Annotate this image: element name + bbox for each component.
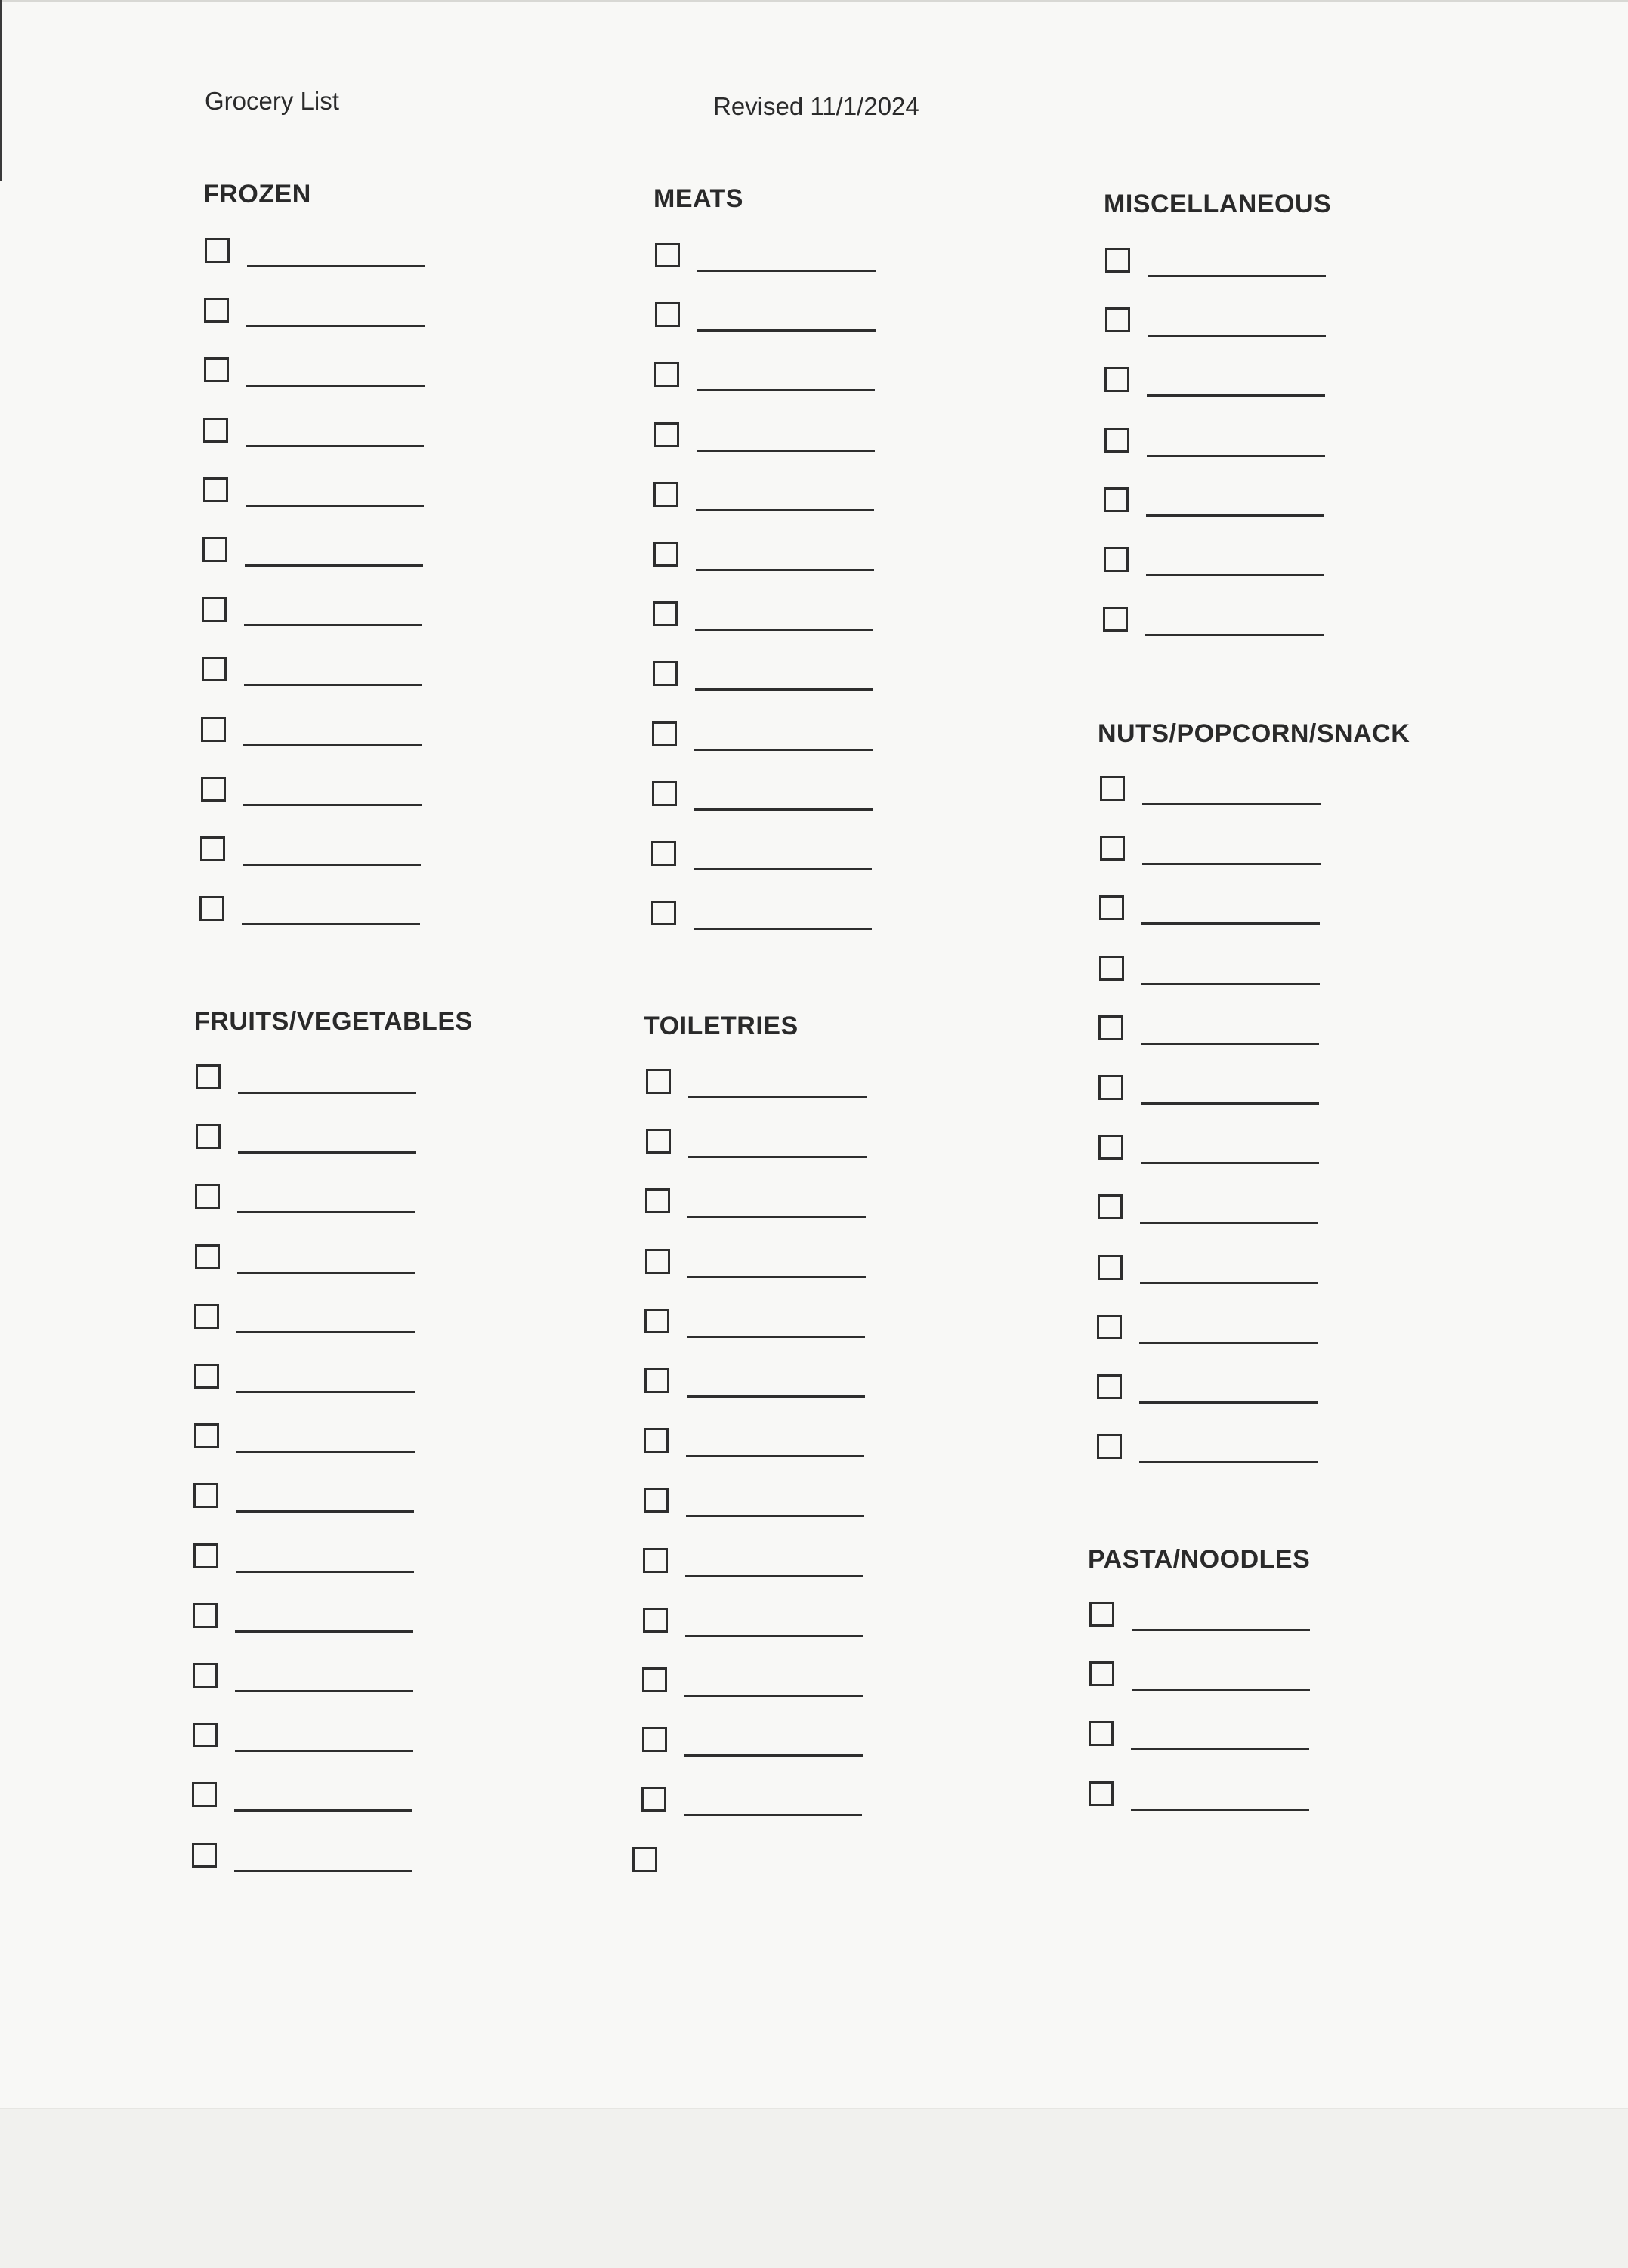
checkbox[interactable] xyxy=(199,896,224,921)
checklist-item-frozen xyxy=(204,357,408,391)
paper-bottom-edge xyxy=(0,2108,1628,2268)
checkbox[interactable] xyxy=(651,901,676,925)
checklist-item-frozen xyxy=(200,836,404,870)
checklist-item-meats xyxy=(653,482,857,515)
write-in-line[interactable] xyxy=(687,1336,865,1338)
checkbox[interactable] xyxy=(196,1064,221,1089)
write-in-line[interactable] xyxy=(246,325,425,327)
write-in-line[interactable] xyxy=(234,1870,412,1872)
section-title-toiletries: TOILETRIES xyxy=(644,1012,799,1040)
write-in-line[interactable] xyxy=(1141,1102,1319,1105)
write-in-line[interactable] xyxy=(1142,863,1321,865)
checkbox[interactable] xyxy=(1099,895,1124,920)
write-in-line[interactable] xyxy=(234,1809,412,1812)
write-in-line[interactable] xyxy=(243,804,422,806)
checklist-item-fruits-vegetables xyxy=(193,1483,397,1516)
checkbox[interactable] xyxy=(204,298,229,323)
section-title-meats: MEATS xyxy=(653,184,743,213)
write-in-line[interactable] xyxy=(685,1635,863,1637)
checkbox[interactable] xyxy=(646,1129,671,1154)
checkbox[interactable] xyxy=(195,1244,220,1269)
checkbox[interactable] xyxy=(203,418,228,443)
checkbox[interactable] xyxy=(1103,607,1128,632)
checkbox[interactable] xyxy=(1098,1255,1123,1280)
checklist-item-toiletries xyxy=(644,1309,848,1342)
checkbox[interactable] xyxy=(193,1483,218,1508)
checkbox[interactable] xyxy=(1105,307,1130,332)
checklist-item-nuts-popcorn-snack xyxy=(1097,1315,1301,1348)
write-in-line[interactable] xyxy=(242,923,420,925)
checkbox[interactable] xyxy=(1100,776,1125,801)
write-in-line[interactable] xyxy=(236,1331,415,1333)
scan-edge-left xyxy=(0,0,2,181)
checklist-item-meats xyxy=(651,841,855,874)
checkbox[interactable] xyxy=(644,1368,669,1393)
checkbox[interactable] xyxy=(652,781,677,806)
checkbox[interactable] xyxy=(195,1184,220,1209)
write-in-line[interactable] xyxy=(244,624,422,626)
checklist-item-meats xyxy=(655,302,859,335)
write-in-line[interactable] xyxy=(236,1451,415,1453)
checklist-item-frozen xyxy=(202,597,406,630)
checklist-item-frozen xyxy=(202,657,406,690)
checkbox[interactable] xyxy=(1099,956,1124,981)
checklist-item-meats xyxy=(652,721,856,755)
checklist-item-frozen xyxy=(205,238,409,271)
checklist-item-meats xyxy=(652,781,856,814)
checkbox[interactable] xyxy=(1097,1374,1122,1399)
write-in-line[interactable] xyxy=(1132,1689,1310,1691)
checklist-item-toiletries xyxy=(641,1787,845,1820)
checkbox[interactable] xyxy=(1098,1015,1123,1040)
checklist-item-miscellaneous xyxy=(1104,428,1308,461)
checklist-item-toiletries xyxy=(645,1249,849,1282)
checkbox[interactable] xyxy=(201,717,226,742)
checklist-item-fruits-vegetables xyxy=(193,1723,397,1756)
checklist-item-frozen xyxy=(203,418,407,451)
checklist-item-fruits-vegetables xyxy=(192,1782,396,1815)
checklist-item-toiletries xyxy=(644,1368,848,1401)
write-in-line[interactable] xyxy=(695,688,873,691)
write-in-line[interactable] xyxy=(1140,1282,1318,1284)
checklist-item-miscellaneous xyxy=(1103,607,1307,640)
checklist-item-nuts-popcorn-snack xyxy=(1098,1194,1302,1228)
section-title-pasta-noodles: PASTA/NOODLES xyxy=(1088,1545,1311,1574)
checklist-item-toiletries xyxy=(643,1608,847,1641)
checkbox[interactable] xyxy=(1104,367,1129,392)
checklist-item-frozen xyxy=(201,717,405,750)
checkbox[interactable] xyxy=(643,1548,668,1573)
write-in-line[interactable] xyxy=(1148,335,1326,337)
write-in-line[interactable] xyxy=(1139,1401,1318,1404)
checklist-item-miscellaneous xyxy=(1104,367,1308,400)
checklist-item-nuts-popcorn-snack xyxy=(1099,956,1303,989)
write-in-line[interactable] xyxy=(684,1814,862,1816)
checkbox[interactable] xyxy=(1100,836,1125,861)
checkbox[interactable] xyxy=(1104,428,1129,453)
checkbox[interactable] xyxy=(653,601,678,626)
write-in-line[interactable] xyxy=(687,1395,865,1398)
write-in-line[interactable] xyxy=(694,868,872,870)
checkbox[interactable] xyxy=(643,1608,668,1633)
scan-edge-top xyxy=(0,0,1628,2)
write-in-line[interactable] xyxy=(1141,983,1320,985)
checkbox[interactable] xyxy=(642,1727,667,1752)
checklist-item-nuts-popcorn-snack xyxy=(1098,1255,1302,1288)
checkbox[interactable] xyxy=(1098,1075,1123,1100)
write-in-line[interactable] xyxy=(688,1096,867,1098)
checklist-item-frozen xyxy=(201,777,405,810)
revision-date: Revised 11/1/2024 xyxy=(713,92,919,120)
checklist-item-nuts-popcorn-snack xyxy=(1099,895,1303,929)
checkbox[interactable] xyxy=(1089,1602,1114,1627)
checkbox[interactable] xyxy=(641,1787,666,1812)
checkbox[interactable] xyxy=(653,542,678,567)
write-in-line[interactable] xyxy=(1146,574,1324,576)
checklist-item-fruits-vegetables xyxy=(195,1244,399,1278)
write-in-line[interactable] xyxy=(238,1092,416,1094)
checklist-item-fruits-vegetables xyxy=(193,1543,397,1577)
checkbox[interactable] xyxy=(642,1667,667,1692)
checkbox[interactable] xyxy=(192,1843,217,1868)
write-in-line[interactable] xyxy=(686,1515,864,1517)
checklist-item-frozen xyxy=(202,537,406,570)
checkbox[interactable] xyxy=(645,1249,670,1274)
checklist-item-toiletries-blank xyxy=(632,1847,836,1880)
checkbox[interactable] xyxy=(653,482,678,507)
checklist-item-toiletries xyxy=(642,1667,846,1701)
checkbox[interactable] xyxy=(201,777,226,802)
checkbox[interactable] xyxy=(1104,487,1129,512)
write-in-line[interactable] xyxy=(687,1216,866,1218)
checkbox[interactable] xyxy=(194,1304,219,1329)
checklist-item-toiletries xyxy=(645,1188,849,1222)
write-in-line[interactable] xyxy=(694,749,873,751)
checklist-item-frozen xyxy=(199,896,403,929)
checklist-item-fruits-vegetables xyxy=(193,1663,397,1696)
checkbox[interactable] xyxy=(645,1188,670,1213)
checkbox[interactable] xyxy=(1089,1721,1114,1746)
checkbox[interactable] xyxy=(193,1543,218,1568)
checkbox[interactable] xyxy=(205,238,230,263)
checklist-item-nuts-popcorn-snack xyxy=(1098,1135,1302,1168)
write-in-line[interactable] xyxy=(694,928,872,930)
write-in-line[interactable] xyxy=(246,445,424,447)
write-in-line[interactable] xyxy=(236,1391,415,1393)
checklist-item-meats xyxy=(653,661,857,694)
checklist-item-fruits-vegetables xyxy=(193,1603,397,1636)
write-in-line[interactable] xyxy=(237,1211,415,1213)
write-in-line[interactable] xyxy=(245,564,423,567)
checklist-item-fruits-vegetables xyxy=(194,1364,398,1397)
write-in-line[interactable] xyxy=(246,505,424,507)
write-in-line[interactable] xyxy=(697,329,876,332)
checklist-item-fruits-vegetables xyxy=(194,1423,398,1457)
checkbox[interactable] xyxy=(203,477,228,502)
checklist-item-meats xyxy=(653,601,857,635)
checkbox[interactable] xyxy=(1089,1661,1114,1686)
checkbox[interactable] xyxy=(196,1124,221,1149)
checkbox[interactable] xyxy=(202,657,227,681)
document-title: Grocery List xyxy=(205,87,339,115)
checklist-item-miscellaneous xyxy=(1104,487,1308,521)
section-title-fruits-vegetables: FRUITS/VEGETABLES xyxy=(194,1007,473,1036)
checklist-item-pasta-noodles xyxy=(1089,1781,1293,1815)
write-in-line[interactable] xyxy=(235,1630,413,1633)
write-in-line[interactable] xyxy=(688,1156,867,1158)
checkbox[interactable] xyxy=(1104,547,1129,572)
checklist-item-pasta-noodles xyxy=(1089,1721,1293,1754)
checkbox[interactable] xyxy=(651,841,676,866)
checkbox[interactable] xyxy=(1089,1781,1114,1806)
checklist-item-meats xyxy=(653,542,857,575)
checkbox[interactable] xyxy=(654,422,679,447)
checkbox[interactable] xyxy=(202,537,227,562)
checkbox[interactable] xyxy=(1098,1135,1123,1160)
checklist-item-meats xyxy=(654,422,858,456)
write-in-line[interactable] xyxy=(694,808,873,811)
checklist-item-meats xyxy=(655,243,859,276)
checkbox[interactable] xyxy=(644,1428,669,1453)
checklist-item-pasta-noodles xyxy=(1089,1602,1293,1635)
write-in-line[interactable] xyxy=(244,684,422,686)
write-in-line[interactable] xyxy=(1142,803,1321,805)
write-in-line[interactable] xyxy=(1147,394,1325,397)
checkbox[interactable] xyxy=(652,721,677,746)
write-in-line[interactable] xyxy=(684,1754,863,1757)
section-title-miscellaneous: MISCELLANEOUS xyxy=(1104,190,1332,218)
checkbox[interactable] xyxy=(202,597,227,622)
write-in-line[interactable] xyxy=(238,1151,416,1154)
checklist-item-fruits-vegetables xyxy=(195,1184,399,1217)
write-in-line[interactable] xyxy=(1140,1222,1318,1224)
section-title-nuts-popcorn-snack: NUTS/POPCORN/SNACK xyxy=(1098,719,1410,748)
checklist-item-nuts-popcorn-snack xyxy=(1100,836,1304,869)
checklist-item-miscellaneous xyxy=(1105,248,1309,281)
checkbox[interactable] xyxy=(193,1723,218,1747)
checklist-item-fruits-vegetables xyxy=(192,1843,396,1876)
write-in-line[interactable] xyxy=(696,569,874,571)
write-in-line[interactable] xyxy=(685,1575,863,1577)
write-in-line[interactable] xyxy=(696,509,874,511)
checkbox[interactable] xyxy=(646,1069,671,1094)
checklist-item-toiletries xyxy=(644,1428,848,1461)
checklist-item-toiletries xyxy=(646,1069,850,1102)
section-title-frozen: FROZEN xyxy=(203,180,311,209)
checkbox[interactable] xyxy=(204,357,229,382)
checklist-item-miscellaneous xyxy=(1105,307,1309,341)
write-in-line[interactable] xyxy=(235,1690,413,1692)
write-in-line[interactable] xyxy=(1146,514,1324,517)
checkbox[interactable] xyxy=(194,1364,219,1389)
write-in-line[interactable] xyxy=(1145,634,1324,636)
checklist-item-nuts-popcorn-snack xyxy=(1097,1434,1301,1467)
checkbox[interactable] xyxy=(1105,248,1130,273)
checkbox[interactable] xyxy=(200,836,225,861)
write-in-line[interactable] xyxy=(697,270,876,272)
checkbox[interactable] xyxy=(644,1309,669,1333)
write-in-line[interactable] xyxy=(1141,1162,1319,1164)
write-in-line[interactable] xyxy=(243,864,421,866)
checklist-item-toiletries xyxy=(644,1488,848,1521)
checkbox[interactable] xyxy=(193,1663,218,1688)
write-in-line[interactable] xyxy=(1139,1342,1318,1344)
checkbox[interactable] xyxy=(653,661,678,686)
write-in-line[interactable] xyxy=(697,450,875,452)
checklist-item-toiletries xyxy=(643,1548,847,1581)
checkbox[interactable] xyxy=(654,362,679,387)
checkbox[interactable] xyxy=(655,243,680,267)
write-in-line[interactable] xyxy=(684,1695,863,1697)
checkbox[interactable] xyxy=(644,1488,669,1513)
checklist-item-nuts-popcorn-snack xyxy=(1098,1015,1302,1049)
checklist-item-frozen xyxy=(204,298,408,331)
checklist-item-fruits-vegetables xyxy=(196,1124,400,1157)
write-in-line[interactable] xyxy=(686,1455,864,1457)
write-in-line[interactable] xyxy=(1131,1748,1309,1750)
write-in-line[interactable] xyxy=(243,744,422,746)
checklist-item-pasta-noodles xyxy=(1089,1661,1293,1695)
write-in-line[interactable] xyxy=(236,1510,414,1513)
write-in-line[interactable] xyxy=(237,1272,415,1274)
checklist-item-toiletries xyxy=(646,1129,850,1162)
write-in-line[interactable] xyxy=(246,385,425,387)
checkbox[interactable] xyxy=(193,1603,218,1628)
write-in-line[interactable] xyxy=(695,629,873,631)
checklist-item-fruits-vegetables xyxy=(196,1064,400,1098)
write-in-line[interactable] xyxy=(1147,455,1325,457)
checklist-item-nuts-popcorn-snack xyxy=(1100,776,1304,809)
write-in-line[interactable] xyxy=(1131,1809,1309,1811)
write-in-line[interactable] xyxy=(697,389,875,391)
checklist-item-frozen xyxy=(203,477,407,511)
checklist-item-meats xyxy=(654,362,858,395)
checklist-item-meats xyxy=(651,901,855,934)
checkbox[interactable] xyxy=(194,1423,219,1448)
checkbox[interactable] xyxy=(192,1782,217,1807)
checkbox[interactable] xyxy=(632,1847,657,1872)
write-in-line[interactable] xyxy=(1141,922,1320,925)
write-in-line[interactable] xyxy=(1139,1461,1318,1463)
write-in-line[interactable] xyxy=(1148,275,1326,277)
write-in-line[interactable] xyxy=(247,265,425,267)
checkbox[interactable] xyxy=(655,302,680,327)
write-in-line[interactable] xyxy=(1132,1629,1310,1631)
write-in-line[interactable] xyxy=(236,1571,414,1573)
checklist-item-toiletries xyxy=(642,1727,846,1760)
checklist-item-nuts-popcorn-snack xyxy=(1097,1374,1301,1407)
write-in-line[interactable] xyxy=(235,1750,413,1752)
checkbox[interactable] xyxy=(1098,1194,1123,1219)
checklist-item-miscellaneous xyxy=(1104,547,1308,580)
write-in-line[interactable] xyxy=(1141,1043,1319,1045)
checklist-item-fruits-vegetables xyxy=(194,1304,398,1337)
checkbox[interactable] xyxy=(1097,1315,1122,1339)
checkbox[interactable] xyxy=(1097,1434,1122,1459)
write-in-line[interactable] xyxy=(687,1276,866,1278)
checklist-item-nuts-popcorn-snack xyxy=(1098,1075,1302,1108)
